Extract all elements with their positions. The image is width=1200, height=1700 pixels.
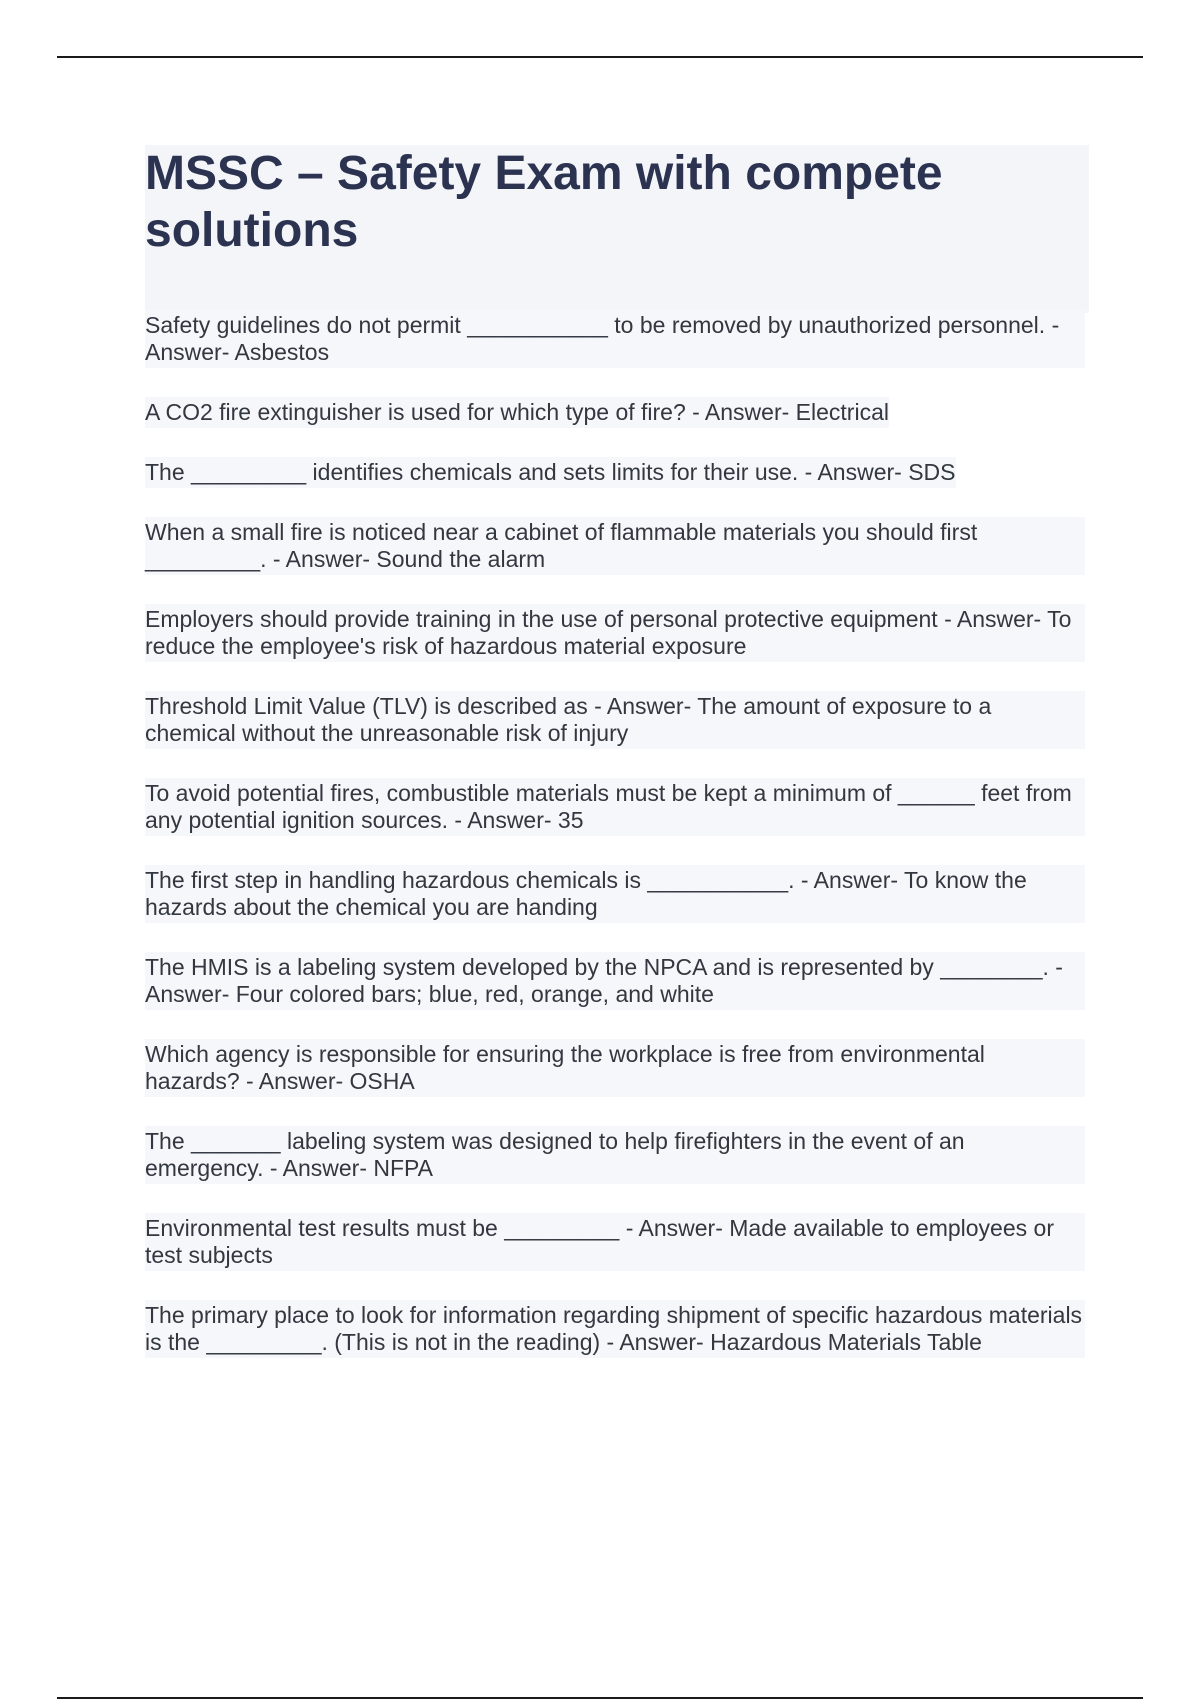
qa-item: Employers should provide training in the use of personal protective equipment - Answer- To reduce the employee's risk of hazardous material exposure [145, 604, 1085, 662]
title-block [145, 145, 1089, 313]
qa-item: A CO2 fire extinguisher is used for which type of fire? - Answer- Electrical [145, 397, 889, 428]
qa-item: The primary place to look for information regarding shipment of specific hazardous materials is the _________. (This is not in the reading) - Answer- Hazardous Materials Table [145, 1300, 1085, 1358]
qa-item: Environmental test results must be _________ - Answer- Made available to employees or test subjects [145, 1213, 1085, 1271]
qa-item: The HMIS is a labeling system developed by the NPCA and is represented by ________. - Answer- Four colored bars; blue, red, orange, and white [145, 952, 1085, 1010]
top-rule [57, 56, 1143, 58]
qa-item: The _______ labeling system was designed to help firefighters in the event of an emergency. - Answer- NFPA [145, 1126, 1085, 1184]
qa-item: Safety guidelines do not permit ___________ to be removed by unauthorized personnel. - Answer- Asbestos [145, 310, 1085, 368]
document-title: MSSC – Safety Exam with compete solutions [145, 147, 943, 257]
qa-item: To avoid potential fires, combustible materials must be kept a minimum of ______ feet from any potential ignition sources. - Answer- 35 [145, 778, 1085, 836]
qa-item: The first step in handling hazardous chemicals is ___________. - Answer- To know the hazards about the chemical you are handing [145, 865, 1085, 923]
qa-list [145, 310, 1085, 1387]
qa-item: The _________ identifies chemicals and sets limits for their use. - Answer- SDS [145, 457, 956, 488]
bottom-rule [57, 1697, 1143, 1699]
qa-item: Threshold Limit Value (TLV) is described as - Answer- The amount of exposure to a chemical without the unreasonable risk of injury [145, 691, 1085, 749]
qa-item: When a small fire is noticed near a cabinet of flammable materials you should first _________. - Answer- Sound the alarm [145, 517, 1085, 575]
qa-item: Which agency is responsible for ensuring the workplace is free from environmental hazards? - Answer- OSHA [145, 1039, 1085, 1097]
